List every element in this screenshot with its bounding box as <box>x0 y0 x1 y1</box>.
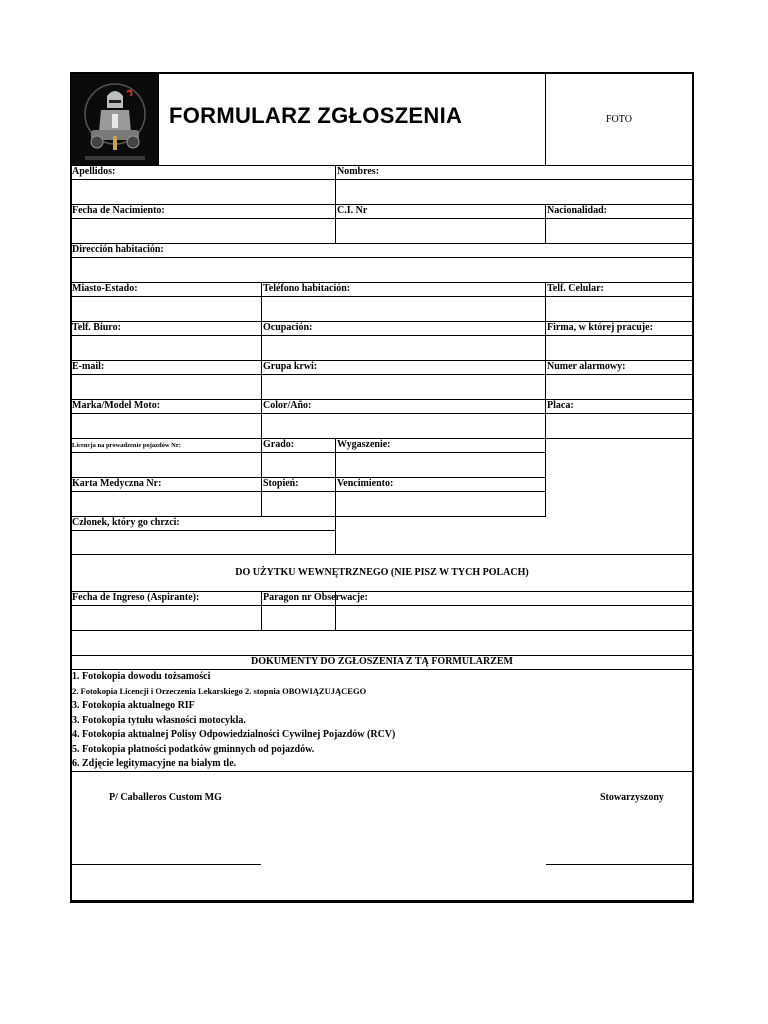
signature-left-label: P/ Caballeros Custom MG <box>109 792 222 803</box>
hline <box>72 374 692 375</box>
signature-line-left <box>72 864 261 865</box>
document-item: 5. Fotokopia płatności podatków gminnych od pojazdów. <box>72 744 315 755</box>
label-color-ano: Color/Año: <box>263 400 312 411</box>
hline <box>72 179 692 180</box>
label-karta-medyczna: Karta Medyczna Nr: <box>72 478 162 489</box>
label-nombres: Nombres: <box>337 166 380 177</box>
form-title: FORMULARZ ZGŁOSZENIA <box>169 103 463 128</box>
hline <box>72 243 692 244</box>
label-vencimiento: Vencimiento: <box>337 478 394 489</box>
hline <box>72 257 692 258</box>
label-email: E-mail: <box>72 361 105 372</box>
label-czlonek: Członek, który go chrzci: <box>72 517 180 528</box>
document-item: 6. Zdjęcie legitymacyjne na białym tle. <box>72 758 237 769</box>
label-direccion: Dirección habitación: <box>72 244 164 255</box>
document-item: 1. Fotokopia dowodu tożsamości <box>72 671 211 682</box>
label-placa: Placa: <box>547 400 574 411</box>
label-fecha-ingreso: Fecha de Ingreso (Aspirante): <box>72 592 200 603</box>
hline <box>72 413 692 414</box>
header-divider-left <box>158 74 159 166</box>
photo-box-label: FOTO <box>606 114 632 125</box>
label-apellidos: Apellidos: <box>72 166 116 177</box>
frame-bottom <box>70 900 694 903</box>
club-logo <box>71 74 159 165</box>
label-fecha-nacimiento: Fecha de Nacimiento: <box>72 205 165 216</box>
hline <box>72 491 546 492</box>
label-firma: Firma, w której pracuje: <box>547 322 653 333</box>
label-miasto-estado: Miasto-Estado: <box>72 283 138 294</box>
vline <box>545 283 546 517</box>
frame-top <box>70 72 694 74</box>
hline <box>72 630 692 631</box>
hline <box>72 335 692 336</box>
internal-use-heading: DO UŻYTKU WEWNĘTRZNEGO (NIE PISZ W TYCH POLACH) <box>235 567 529 578</box>
label-telf-biuro: Telf. Biuro: <box>72 322 121 333</box>
hline <box>72 669 692 670</box>
hline <box>72 530 335 531</box>
hline <box>72 296 692 297</box>
label-grado: Grado: <box>263 439 295 450</box>
label-ci-nr: C.I. Nr <box>337 205 368 216</box>
hline <box>72 165 692 166</box>
hline <box>72 605 692 606</box>
knight-logo-icon <box>71 74 159 165</box>
hline <box>72 218 692 219</box>
label-licencja: Licencja na prowadzenie pojazdów Nr: <box>72 442 181 449</box>
vline <box>335 439 336 555</box>
label-grupa-krwi: Grupa krwi: <box>263 361 318 372</box>
hline <box>72 452 546 453</box>
label-numer-alarmowy: Numer alarmowy: <box>547 361 626 372</box>
hline <box>72 554 692 555</box>
label-wygaszenie: Wygaszenie: <box>337 439 391 450</box>
vline <box>261 283 262 517</box>
vline <box>545 205 546 244</box>
signature-line-right <box>546 864 692 865</box>
signature-right-label: Stowarzyszony <box>600 792 664 803</box>
documents-heading: DOKUMENTY DO ZGŁOSZENIA Z TĄ FORMULARZEM <box>251 656 513 667</box>
document-item: 3. Fotokopia aktualnego RIF <box>72 700 195 711</box>
label-marka-model: Marka/Model Moto: <box>72 400 161 411</box>
document-item: 4. Fotokopia aktualnej Polisy Odpowiedzialności Cywilnej Pojazdów (RCV) <box>72 729 396 740</box>
document-item: 2. Fotokopia Licencji i Orzeczenia Lekarskiego 2. stopnia OBOWIĄZUJĄCEGO <box>72 686 367 696</box>
label-stopien: Stopień: <box>263 478 299 489</box>
label-paragon: Paragon nr Obserwacje: <box>263 592 368 603</box>
vline <box>261 592 262 631</box>
document-item: 3. Fotokopia tytułu własności motocykla. <box>72 715 246 726</box>
header-divider-right <box>545 74 546 166</box>
hline <box>72 399 692 400</box>
vline <box>335 166 336 244</box>
label-nacionalidad: Nacionalidad: <box>547 205 608 216</box>
label-telf-celular: Telf. Celular: <box>547 283 604 294</box>
label-telefono-habitacion: Teléfono habitación: <box>263 283 351 294</box>
label-ocupacion: Ocupación: <box>263 322 313 333</box>
frame-right <box>692 72 694 903</box>
hline <box>72 771 692 772</box>
